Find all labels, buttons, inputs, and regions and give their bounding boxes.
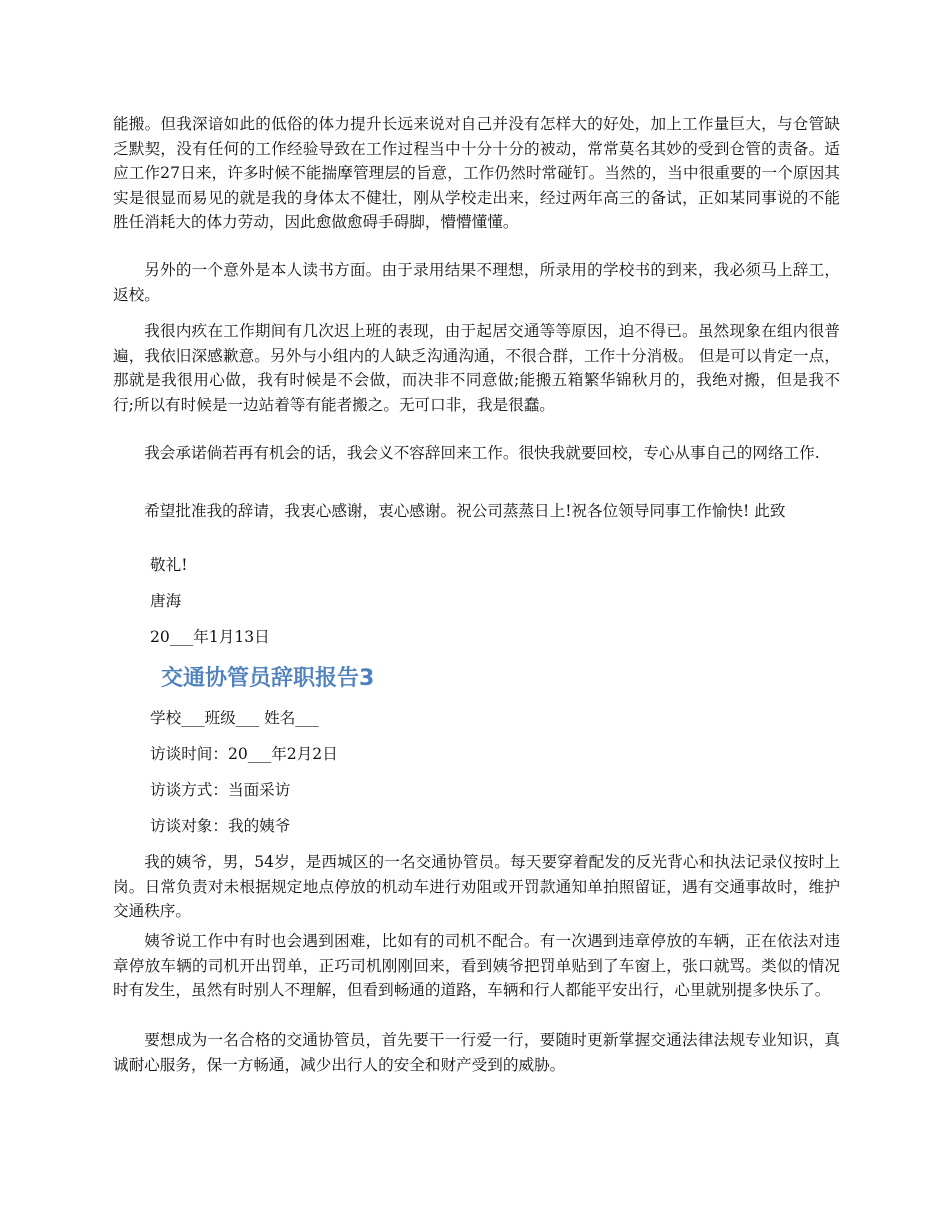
section-heading: 交通协管员辞职报告3	[161, 666, 375, 691]
interview-time: 访谈时间：20___年2月2日	[150, 745, 338, 763]
interview-subject: 访谈对象：我的姨爷	[150, 817, 291, 835]
interview-method: 访谈方式：当面采访	[150, 781, 291, 799]
paragraph-4: 我会承诺倘若再有机会的话，我会义不容辞回来工作。很快我就要回校，专心从事自己的网络工作.	[144, 444, 820, 462]
letter-date: 20___年1月13日	[150, 628, 270, 646]
school-class-name-line: 学校___班级___ 姓名___	[150, 709, 319, 727]
paragraph-7: 姨爷说工作中有时也会遇到困难，比如有的司机不配合。有一次遇到违章停放的车辆，正在依法对违章停放车辆的司机开出罚单，正巧司机刚刚回来，看到姨爷把罚单贴到了车窗上，张口就骂。类似的情况时有发生，虽然有时别人不理解，但看到畅通的道路，车辆和行人都能平安出行，心里就别提多快乐了。	[113, 932, 840, 1000]
paragraph-6: 我的姨爷，男，54岁，是西城区的一名交通协管员。每天要穿着配发的反光背心和执法记录仪按时上岗。日常负责对未根据规定地点停放的机动车进行劝阻或开罚款通知单拍照留证，遇有交通事故时，维护交通秩序。	[113, 853, 840, 921]
closing-salutation: 敬礼!	[150, 556, 188, 574]
paragraph-5: 希望批准我的辞请，我衷心感谢，衷心感谢。祝公司蒸蒸日上!祝各位领导同事工作愉快! 此致	[144, 502, 786, 520]
paragraph-3: 我很内疚在工作期间有几次迟上班的表现，由于起居交通等等原因，迫不得已。虽然现象在组内很普遍，我依旧深感歉意。另外与小组内的人缺乏沟通沟通，不很合群，工作十分消极。 但是可以肯定一点，那就是我很用心做，我有时候是不会做，而决非不同意做;能搬五箱繁华锦秋月的，我绝对搬，但是我不行;所以有时候是一边站着等有能者搬之。无可口非，我是很蠢。	[113, 322, 840, 414]
paragraph-1: 能搬。但我深谙如此的低俗的体力提升长远来说对自己并没有怎样大的好处，加上工作量巨大，与仓管缺乏默契，没有任何的工作经验导致在工作过程当中十分十分的被动，常常莫名其妙的受到仓管的责备。适应工作27日来，许多时候不能揣摩管理层的旨意，工作仍然时常碰钉。当然的，当中很重要的一个原因其实是很显而易见的就是我的身体太不健壮，刚从学校走出来，经过两年高三的备试，正如某同事说的不能胜任消耗大的体力劳动，因此愈做愈碍手碍脚，懵懵懂懂。	[113, 115, 840, 232]
paragraph-2: 另外的一个意外是本人读书方面。由于录用结果不理想，所录用的学校书的到来，我必须马上辞工，返校。	[113, 261, 840, 304]
signature: 唐海	[150, 592, 182, 610]
paragraph-8: 要想成为一名合格的交通协管员，首先要干一行爱一行，要随时更新掌握交通法律法规专业知识，真诚耐心服务，保一方畅通，减少出行人的安全和财产受到的威胁。	[113, 1031, 840, 1074]
